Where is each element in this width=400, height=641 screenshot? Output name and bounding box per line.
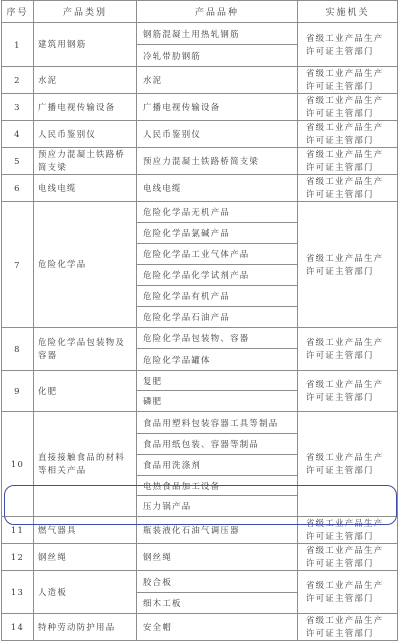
- product-variety: 危险化学品包装物、容器: [137, 328, 298, 349]
- implementing-authority: 省级工业产品生产许可证主管部门: [298, 202, 398, 328]
- row-number: 1: [2, 23, 34, 67]
- product-category: 建筑用钢筋: [34, 23, 137, 67]
- product-variety: 磷肥: [137, 391, 298, 412]
- table-row: [2, 571, 398, 593]
- product-variety: 食品用纸包装、容器等制品: [137, 434, 298, 455]
- row-number: 13: [2, 571, 34, 614]
- table-row: [2, 175, 398, 202]
- product-variety: 瓶装液化石油气调压器: [137, 517, 298, 544]
- header-row: [2, 1, 398, 23]
- product-variety: 电热食品加工设备: [137, 476, 298, 496]
- table-row: [2, 67, 398, 94]
- header-seq: 序号: [2, 1, 34, 23]
- product-variety: 广播电视传输设备: [137, 94, 298, 121]
- table-row: [2, 23, 398, 45]
- implementing-authority: 省级工业产品生产许可证主管部门: [298, 571, 398, 614]
- product-variety: 危险化学品罐体: [137, 349, 298, 371]
- row-number: 9: [2, 371, 34, 412]
- product-variety: 胶合板: [137, 571, 298, 593]
- row-number: 12: [2, 544, 34, 571]
- product-variety: 压力锅产品: [137, 496, 298, 517]
- license-table: [1, 0, 398, 641]
- product-variety: 电线电缆: [137, 175, 298, 202]
- product-variety: 水泥: [137, 67, 298, 94]
- product-category: 危险化学品: [34, 202, 137, 328]
- product-variety: 复肥: [137, 371, 298, 391]
- table-row: [2, 148, 398, 175]
- row-number: 2: [2, 67, 34, 94]
- product-category: 预应力混凝土铁路桥简支梁: [34, 148, 137, 175]
- product-variety: 危险化学品工业气体产品: [137, 244, 298, 265]
- implementing-authority: 省级工业产品生产许可证主管部门: [298, 328, 398, 371]
- implementing-authority: 省级工业产品生产许可证主管部门: [298, 614, 398, 641]
- table-row: [2, 371, 398, 391]
- product-variety: 钢丝绳: [137, 544, 298, 571]
- table-row: [2, 517, 398, 544]
- product-category: 人造板: [34, 571, 137, 614]
- product-variety: 食品用塑料包装容器工具等制品: [137, 412, 298, 434]
- product-variety: 人民币鉴别仪: [137, 121, 298, 148]
- table-body: [2, 23, 398, 641]
- product-variety: 冷轧带肋钢筋: [137, 45, 298, 67]
- product-variety: 危险化学品氯碱产品: [137, 223, 298, 244]
- table-row: [2, 202, 398, 223]
- table-row: [2, 412, 398, 434]
- implementing-authority: 省级工业产品生产许可证主管部门: [298, 67, 398, 94]
- row-number: 6: [2, 175, 34, 202]
- implementing-authority: 省级工业产品生产许可证主管部门: [298, 148, 398, 175]
- row-number: 3: [2, 94, 34, 121]
- product-category: 直接接触食品的材料等相关产品: [34, 412, 137, 517]
- implementing-authority: 省级工业产品生产许可证主管部门: [298, 544, 398, 571]
- implementing-authority: 省级工业产品生产许可证主管部门: [298, 517, 398, 544]
- row-number: 14: [2, 614, 34, 641]
- table-row: [2, 94, 398, 121]
- implementing-authority: 省级工业产品生产许可证主管部门: [298, 94, 398, 121]
- product-variety: 预应力混凝土铁路桥简支梁: [137, 148, 298, 175]
- implementing-authority: 省级工业产品生产许可证主管部门: [298, 121, 398, 148]
- product-category: 广播电视传输设备: [34, 94, 137, 121]
- product-category: 危险化学品包装物及容器: [34, 328, 137, 371]
- table-row: [2, 614, 398, 641]
- row-number: 4: [2, 121, 34, 148]
- table-row: [2, 328, 398, 349]
- header-authority: 实施机关: [298, 1, 398, 23]
- row-number: 5: [2, 148, 34, 175]
- product-category: 燃气器具: [34, 517, 137, 544]
- product-variety: 安全帽: [137, 614, 298, 641]
- header-category: 产品类别: [34, 1, 137, 23]
- implementing-authority: 省级工业产品生产许可证主管部门: [298, 412, 398, 517]
- implementing-authority: 省级工业产品生产许可证主管部门: [298, 175, 398, 202]
- table-row: [2, 121, 398, 148]
- product-variety: 危险化学品有机产品: [137, 286, 298, 307]
- row-number: 8: [2, 328, 34, 371]
- product-category: 水泥: [34, 67, 137, 94]
- product-category: 特种劳动防护用品: [34, 614, 137, 641]
- product-category: 化肥: [34, 371, 137, 412]
- product-variety: 危险化学品化学试剂产品: [137, 265, 298, 286]
- implementing-authority: 省级工业产品生产许可证主管部门: [298, 23, 398, 67]
- product-variety: 危险化学品无机产品: [137, 202, 298, 223]
- product-variety: 食品用洗涤剂: [137, 455, 298, 476]
- row-number: 7: [2, 202, 34, 328]
- product-category: 人民币鉴别仪: [34, 121, 137, 148]
- row-number: 10: [2, 412, 34, 517]
- header-product: 产品品种: [137, 1, 298, 23]
- row-number: 11: [2, 517, 34, 544]
- table-row: [2, 544, 398, 571]
- product-category: 电线电缆: [34, 175, 137, 202]
- product-variety: 危险化学品石油产品: [137, 307, 298, 328]
- product-variety: 钢筋混凝土用热轧钢筋: [137, 23, 298, 45]
- product-variety: 细木工板: [137, 593, 298, 614]
- product-category: 钢丝绳: [34, 544, 137, 571]
- implementing-authority: 省级工业产品生产许可证主管部门: [298, 371, 398, 412]
